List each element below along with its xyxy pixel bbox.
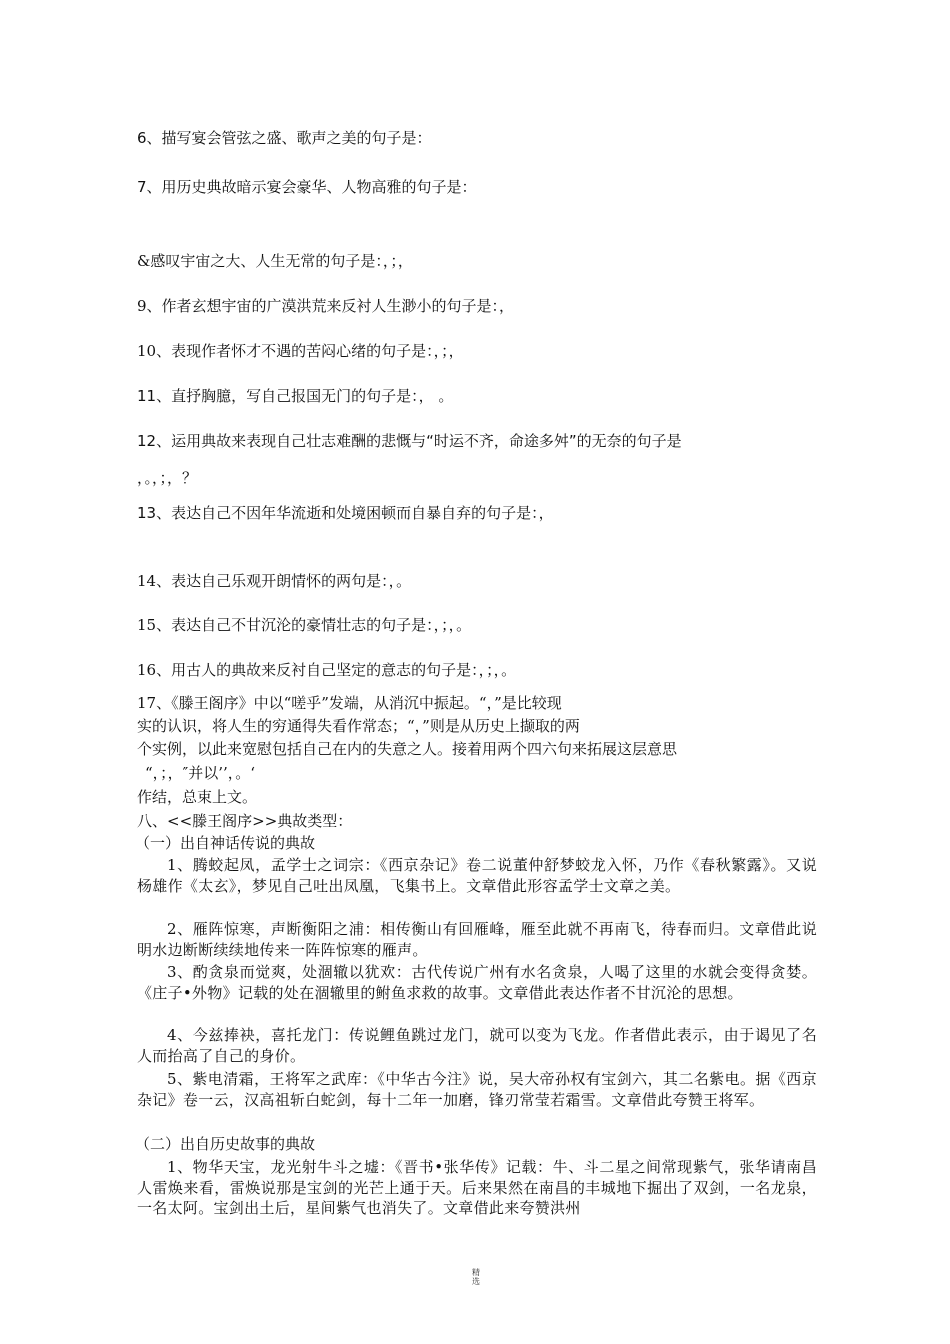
subsection-heading-history: （二）出自历史故事的典故 [135,1135,316,1153]
question-17-line-4: “，；，″并以’’，。‘ [145,764,256,782]
question-12-line-1: 12、运用典故来表现自己壮志难酬的悲慨与“时运不齐，命途多舛”的无奈的句子是 [137,432,682,450]
question-7: 7、用历史典故暗示宴会豪华、人物高雅的句子是： [137,178,477,196]
question-15: 15、表达自己不甘沉沦的豪情壮志的句子是：，；，。 [137,616,472,634]
question-6: 6、描写宴会管弦之盛、歌声之美的句子是： [137,129,432,147]
question-17-line-5: 作结，总束上文。 [137,788,258,806]
allusion-item: 2、雁阵惊寒，声断衡阳之浦：相传衡山有回雁峰，雁至此就不再南飞，待春而归。文章借此说明水边断断续续地传来一阵阵惊寒的雁声。 [137,920,817,959]
allusion-item: 1、物华天宝，龙光射牛斗之墟：《晋书•张华传》记载：牛、斗二星之间常现紫气，张华请南昌人雷焕来看，雷焕说那是宝剑的光芒上通于天。后来果然在南昌的丰城地下掘出了双剑，一名龙泉，一名太阿。宝剑出土后，星间紫气也消失了。文章借此来夸赞洪州 [137,1158,817,1218]
footer-char: 精 [472,1268,480,1277]
page-footer [470,1268,482,1286]
allusion-item: 3、酌贪泉而觉爽，处涸辙以犹欢：古代传说广州有水名贪泉，人喝了这里的水就会变得贪婪。《庄子•外物》记载的处在涸辙里的鲋鱼求救的故事。文章借此表达作者不甘沉沦的思想。 [137,963,817,1002]
question-17-line-2: 实的认识，将人生的穷通得失看作常态；“，”则是从历史上撷取的两 [137,717,580,735]
footer-char: 选 [472,1277,480,1286]
allusion-item: 5、紫电清霜，王将军之武库：《中华古今注》说，吴大帝孙权有宝剑六，其二名紫电。据《西京杂记》卷一云，汉高祖斩白蛇剑，每十二年一加磨，锋刃常莹若霜雪。文章借此夸赞王将军。 [137,1070,817,1109]
question-8: &感叹宇宙之大、人生无常的句子是：，；， [137,252,413,270]
question-17-line-3: 个实例，以此来宽慰包括自己在内的失意之人。接着用两个四六句来拓展这层意思 [137,740,678,758]
allusion-item: 4、今兹捧袂，喜托龙门：传说鲤鱼跳过龙门，就可以变为飞龙。作者借此表示，由于谒见了名人而抬高了自己的身价。 [137,1026,817,1065]
question-9: 9、作者玄想宇宙的广漠洪荒来反衬人生渺小的句子是：， [137,297,515,315]
question-16: 16、用古人的典故来反衬自己坚定的意志的句子是：，；，。 [137,661,517,679]
question-10: 10、表现作者怀才不遇的苦闷心绪的句子是：，；， [137,342,464,360]
subsection-heading-myth: （一）出自神话传说的典故 [135,834,316,852]
question-13: 13、表达自己不因年华流逝和处境困顿而自暴自弃的句子是：， [137,504,554,522]
question-12-line-2: ，。，；，？ [137,469,198,487]
allusion-item: 1、腾蛟起凤，孟学士之词宗：《西京杂记》卷二说董仲舒梦蛟龙入怀，乃作《春秋繁露》。又说杨雄作《太玄》，梦见自己吐出凤凰，飞集书上。文章借此形容孟学士文章之美。 [137,856,817,895]
section-heading: 八、<<滕王阁序>>典故类型： [137,812,353,830]
question-17-line-1: 17、《滕王阁序》中以“嗟乎”发端，从消沉中振起。“，”是比较现 [137,694,562,712]
question-14: 14、表达自己乐观开朗情怀的两句是：，。 [137,572,412,590]
question-11: 11、直抒胸臆，写自己报国无门的句子是：， 。 [137,387,454,405]
